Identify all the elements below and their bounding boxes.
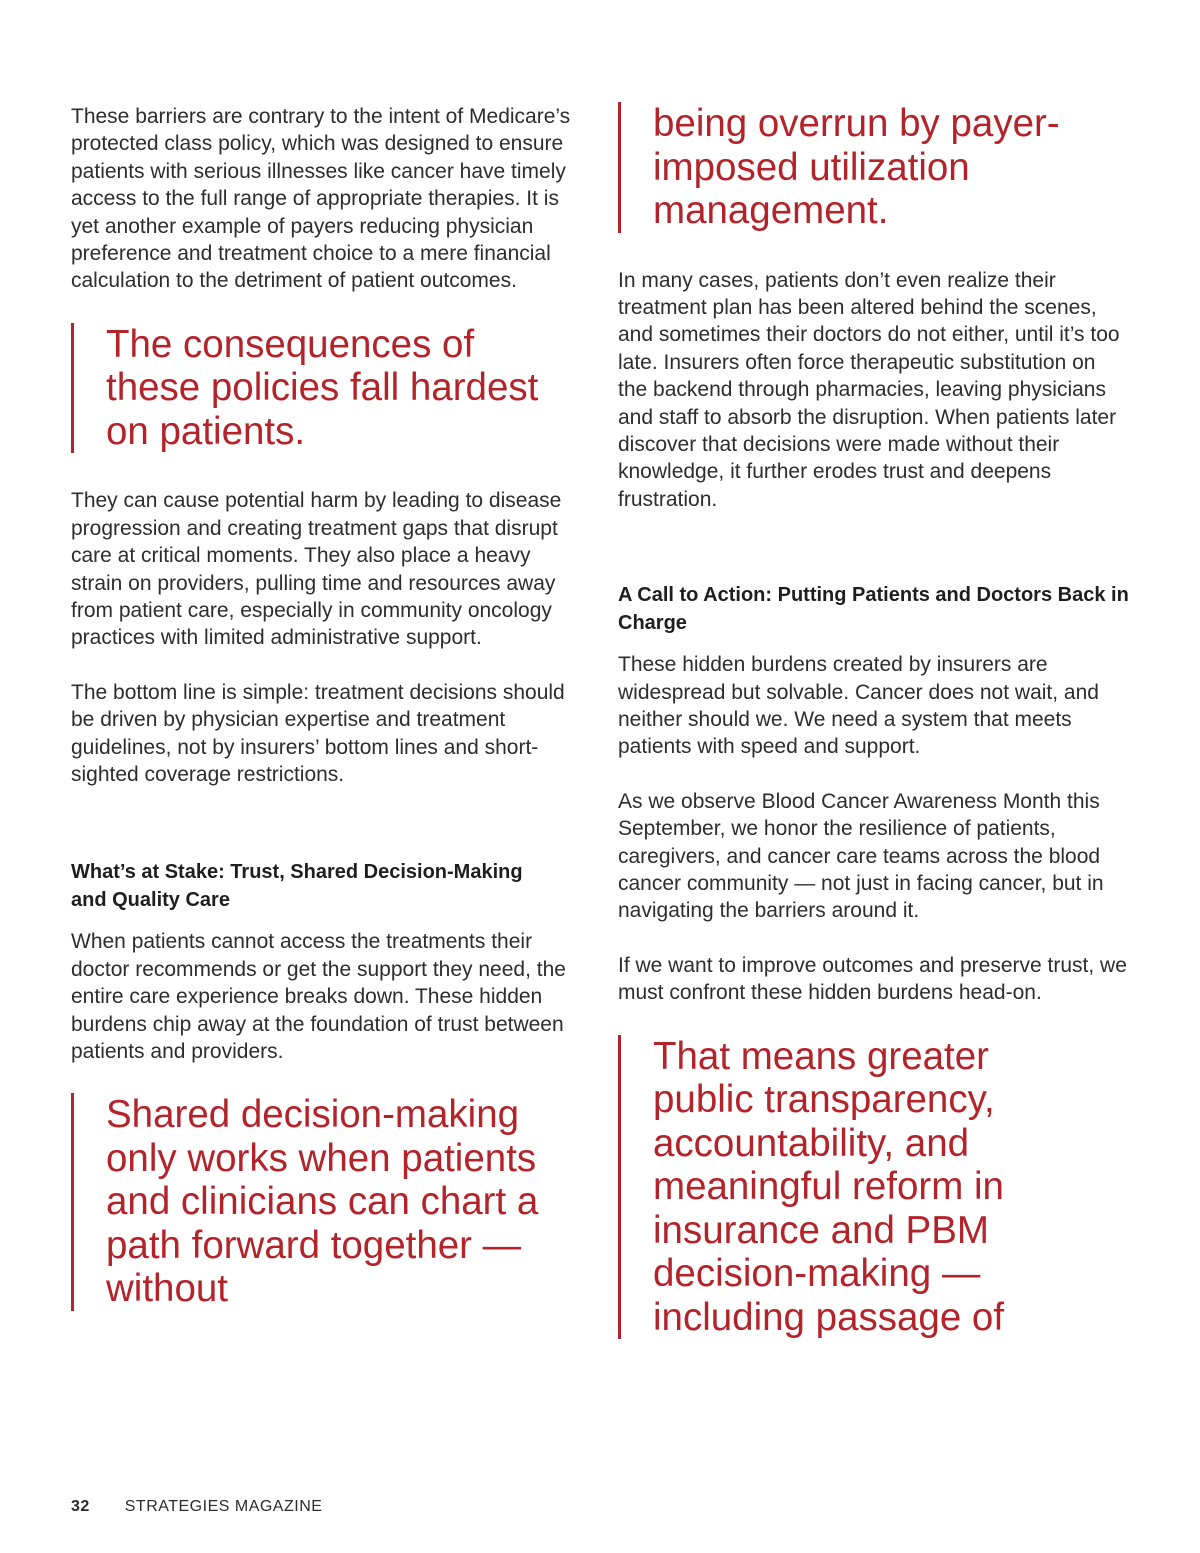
body-paragraph: If we want to improve outcomes and preserve trust, we must confront these hidden burdens head-on. [618, 953, 1127, 1005]
body-paragraph: These hidden burdens created by insurers are widespread but solvable. Cancer does not wait, and neither should we. We need a system that meets patients with speed and support. [618, 653, 1099, 759]
pull-quote [618, 1035, 1093, 1340]
page-footer [71, 1498, 322, 1516]
body-paragraph: When patients cannot access the treatments their doctor recommends or get the support they need, the entire care experience breaks down. These hidden burdens chip away at the foundation of trust between patients and providers. [71, 930, 566, 1064]
body-paragraph: These barriers are contrary to the intent of Medicare’s protected class policy, which was designed to ensure patients with serious illnesses like cancer have timely access to the full range of appropriate therapies. It is yet another example of payers reducing physician preference and treatment choice to a mere financial calculation to the detriment of patient outcomes. [71, 105, 571, 293]
right-column [618, 95, 1130, 1339]
pull-quote-text: That means greater public transparency, accountability, and meaningful reform in insurance and PBM decision-making — including passage of [653, 1034, 1005, 1339]
page-number: 32 [71, 1498, 90, 1515]
body-paragraph: As we observe Blood Cancer Awareness Month this September, we honor the resilience of patients, caregivers, and cancer care teams across the blood cancer community — not just in facing cancer, but in navigating the barriers around it. [618, 789, 1104, 923]
body-paragraph: In many cases, patients don’t even realize their treatment plan has been altered behind the scenes, and sometimes their doctors do not either, until it’s too late. Insurers often force therapeutic substitution on the backend through pharmacies, leaving physicians and staff to absorb the disruption. When patients later discover that decisions were made without their knowledge, it further erodes trust and deepens frustration. [618, 268, 1120, 511]
body-paragraph: They can cause potential harm by leading to disease progression and creating treatment gaps that disrupt care at critical moments. They also place a heavy strain on providers, pulling time and resources away from patient care, especially in community oncology practices with limited administrative support. [71, 489, 562, 650]
left-column [71, 100, 583, 1311]
pull-quote-text: The consequences of these policies fall hardest on patients. [106, 322, 539, 453]
pull-quote-text: being overrun by payer-imposed utilization management. [653, 102, 1060, 232]
section-heading: A Call to Action: Putting Patients and Doctors Back in Charge [618, 584, 1129, 635]
section-heading: What’s at Stake: Trust, Shared Decision-Making and Quality Care [71, 861, 523, 912]
pull-quote-text: Shared decision-making only works when patients and clinicians can chart a path forward together — without [106, 1093, 539, 1311]
body-paragraph: The bottom line is simple: treatment decisions should be driven by physician expertise and treatment guidelines, not by insurers’ bottom lines and short-sighted coverage restrictions. [71, 680, 565, 786]
publication-name: STRATEGIES MAGAZINE [124, 1498, 323, 1515]
pull-quote [618, 102, 1123, 233]
pull-quote [71, 323, 546, 454]
pull-quote [71, 1093, 596, 1311]
